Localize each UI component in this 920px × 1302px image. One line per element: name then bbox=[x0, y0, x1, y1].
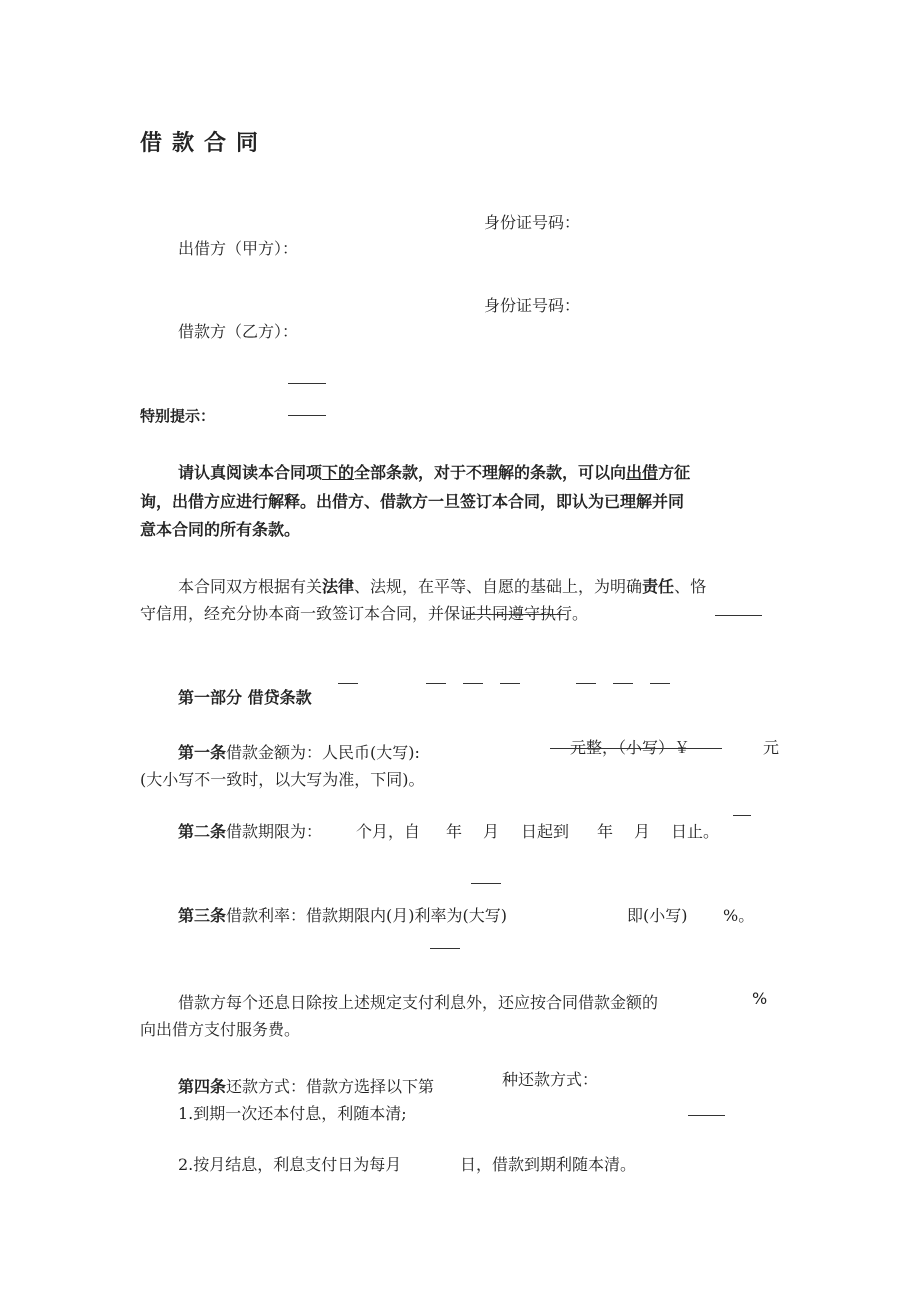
service-fee-pct: % bbox=[752, 989, 768, 1008]
article-4-method: 种还款方式： bbox=[502, 1070, 599, 1089]
notice-text: 下的 bbox=[322, 463, 355, 482]
notice-text: 出借 bbox=[626, 463, 659, 482]
borrower-label: 借款方（乙方）： bbox=[178, 322, 299, 341]
intro-line-1 bbox=[178, 577, 706, 597]
notice-text: 请认真阅读本合同项 bbox=[178, 463, 323, 482]
lender-label: 出借方（甲方）： bbox=[178, 239, 299, 258]
intro-line-2: 守信用，经充分协本商一致签订本合同，并保证共同遵守执行。 bbox=[140, 604, 589, 623]
notice-line-2: 询，出借方应进行解释。出借方、借款方一旦签订本合同，即认为已理解并同 bbox=[140, 492, 685, 511]
strike-line bbox=[550, 748, 722, 749]
article-3-pct: %。 bbox=[723, 906, 755, 925]
article-3-lower: 即(小写) bbox=[627, 906, 688, 925]
notice-text: 方征 bbox=[658, 463, 691, 482]
dash-mark bbox=[650, 683, 670, 684]
service-fee-line-2: 向出借方支付服务费。 bbox=[140, 1020, 301, 1039]
intro-text: 、恪 bbox=[674, 577, 707, 596]
dash-mark bbox=[733, 815, 751, 816]
article-label: 第四条 bbox=[178, 1077, 227, 1096]
article-1-yuan: 元 bbox=[763, 738, 780, 757]
article-label: 第三条 bbox=[178, 906, 227, 925]
dash-mark bbox=[500, 683, 520, 684]
dash-mark bbox=[613, 683, 633, 684]
article-2-year2: 年 bbox=[597, 822, 614, 841]
article-text: 借款金额为：人民币(大写): bbox=[226, 743, 420, 762]
article-4 bbox=[178, 1077, 434, 1097]
intro-text: 、法规，在平等、自愿的基础上，为明确 bbox=[354, 577, 643, 596]
article-1-yuan-whole: 元整，（小写）￥ bbox=[570, 738, 691, 757]
blank-line bbox=[288, 415, 326, 416]
blank-line bbox=[715, 615, 762, 616]
article-2-months: 个月，自 bbox=[356, 822, 421, 841]
part1-heading: 第一部分 借贷条款 bbox=[178, 688, 312, 707]
article-text: 还款方式：借款方选择以下第 bbox=[226, 1077, 435, 1096]
dash-mark bbox=[576, 683, 596, 684]
service-fee-line-1: 借款方每个还息日除按上述规定支付利息外，还应按合同借款金额的 bbox=[178, 993, 659, 1012]
blank-line bbox=[471, 883, 501, 884]
dash-mark bbox=[426, 683, 446, 684]
dash-mark bbox=[463, 683, 483, 684]
intro-text: 责任 bbox=[642, 577, 675, 596]
blank-line bbox=[430, 948, 460, 949]
strike-line bbox=[466, 614, 566, 615]
option-2-b: 日，借款到期利随本清。 bbox=[460, 1155, 637, 1174]
article-3 bbox=[178, 906, 507, 926]
intro-text: 法律 bbox=[322, 577, 355, 596]
article-2-until: 日止。 bbox=[671, 822, 720, 841]
article-text: 借款期限为： bbox=[226, 822, 323, 841]
article-2-year1: 年 bbox=[446, 822, 463, 841]
article-2-month2: 月 bbox=[634, 822, 651, 841]
borrower-id-label: 身份证号码： bbox=[484, 296, 581, 315]
option-2-a: 2.按月结息，利息支付日为每月 bbox=[178, 1155, 402, 1174]
blank-line bbox=[688, 1115, 725, 1116]
article-1 bbox=[178, 743, 420, 763]
notice-text: 全部条款，对于不理解的条款，可以向 bbox=[354, 463, 627, 482]
article-2-month1: 月 bbox=[483, 822, 500, 841]
intro-text: 本合同双方根据有关 bbox=[178, 577, 323, 596]
article-1-line-2: (大小写不一致时，以大写为准，下同)。 bbox=[140, 770, 425, 789]
notice-line-3: 意本合同的所有条款。 bbox=[140, 520, 301, 539]
article-2-from: 日起到 bbox=[521, 822, 570, 841]
option-1: 1.到期一次还本付息，利随本清; bbox=[178, 1104, 407, 1123]
notice-label: 特别提示： bbox=[140, 407, 216, 425]
dash-mark bbox=[338, 683, 358, 684]
article-text: 借款利率：借款期限内(月)利率为(大写) bbox=[226, 906, 507, 925]
document-title: 借款合同 bbox=[140, 131, 269, 156]
blank-line bbox=[288, 383, 326, 384]
article-2 bbox=[178, 822, 322, 842]
article-label: 第一条 bbox=[178, 743, 227, 762]
notice-line-1 bbox=[178, 463, 690, 483]
article-label: 第二条 bbox=[178, 822, 227, 841]
lender-id-label: 身份证号码： bbox=[484, 213, 581, 232]
